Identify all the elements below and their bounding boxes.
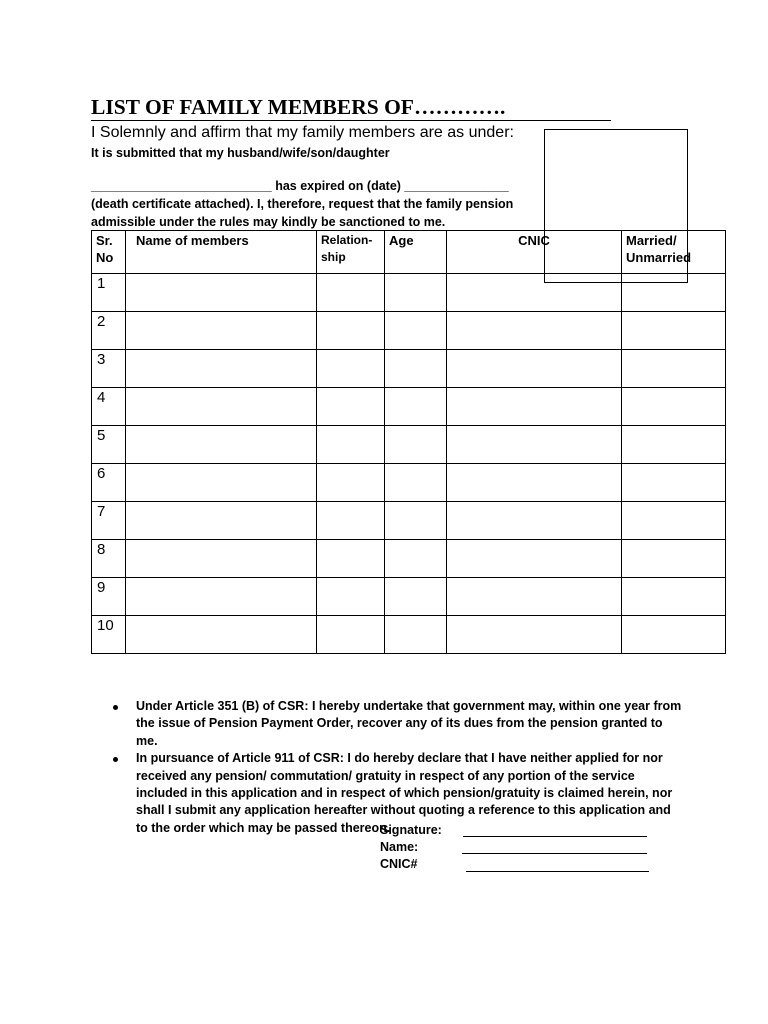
name-cell[interactable] [126,274,317,312]
sr-no-cell: 10 [92,616,126,654]
photo-box [544,129,688,283]
marital-status-cell[interactable] [622,426,726,464]
cnic-cell[interactable] [447,464,622,502]
column-header-marital-status: Married/ Unmarried [622,231,726,274]
sr-no-cell: 6 [92,464,126,502]
table-row [92,578,726,616]
cnic-cell[interactable] [447,540,622,578]
marital-status-cell[interactable] [622,540,726,578]
name-cell[interactable] [126,540,317,578]
sr-no-cell: 2 [92,312,126,350]
name-cell[interactable] [126,312,317,350]
death-certificate-text: (death certificate attached). I, therefore, request that the family pension [91,197,514,211]
cnic-field[interactable] [466,871,649,872]
bullet-icon [113,705,118,710]
relationship-cell[interactable] [317,388,385,426]
age-cell[interactable] [385,388,447,426]
name-cell[interactable] [126,388,317,426]
marital-status-cell[interactable] [622,502,726,540]
marital-status-cell[interactable] [622,578,726,616]
sr-no-cell: 3 [92,350,126,388]
column-header-sr-no: Sr. No [92,231,126,274]
cnic-cell[interactable] [447,426,622,464]
cnic-label: CNIC# [380,857,418,871]
age-cell[interactable] [385,502,447,540]
sr-no-cell: 7 [92,502,126,540]
relationship-cell[interactable] [317,350,385,388]
table-row [92,426,726,464]
table-row [92,616,726,654]
sr-no-cell: 4 [92,388,126,426]
affirmation-text: I Solemnly and affirm that my family members are as under: [91,124,514,141]
relationship-cell[interactable] [317,616,385,654]
declarations-list [105,698,685,837]
age-cell[interactable] [385,350,447,388]
table-row [92,540,726,578]
expired-text: __________________________ has expired on (date) _______________ [91,179,509,193]
name-cell[interactable] [126,502,317,540]
column-header-relationship: Relation-ship [317,231,385,274]
age-cell[interactable] [385,464,447,502]
age-cell[interactable] [385,578,447,616]
table-row [92,464,726,502]
declaration-text: In pursuance of Article 911 of CSR: I do hereby declare that I have neither applied for nor received any pension/ commutation/ gratuity in respect of any portion of the service included in this application and in respect of which pension/gratuity is claimed herein, nor shall I submit any application hereafter without quoting a reference to this application and to the order which may be passed thereon. [136,751,673,835]
column-header-age: Age [385,231,447,274]
name-cell[interactable] [126,464,317,502]
table-row [92,502,726,540]
table-row [92,350,726,388]
family-members-table [91,230,726,654]
marital-status-cell[interactable] [622,616,726,654]
relationship-cell[interactable] [317,540,385,578]
table-row [92,312,726,350]
name-cell[interactable] [126,426,317,464]
age-cell[interactable] [385,312,447,350]
name-cell[interactable] [126,350,317,388]
column-header-name: Name of members [126,231,317,274]
signature-label: Signature: [380,823,442,837]
signature-field[interactable] [463,836,647,837]
relationship-cell[interactable] [317,312,385,350]
sr-no-cell: 5 [92,426,126,464]
name-cell[interactable] [126,616,317,654]
name-label: Name: [380,840,419,854]
table-row [92,388,726,426]
cnic-cell[interactable] [447,578,622,616]
cnic-cell[interactable] [447,350,622,388]
submitted-text: It is submitted that my husband/wife/son/daughter [91,146,390,160]
relationship-cell[interactable] [317,426,385,464]
marital-status-cell[interactable] [622,350,726,388]
relationship-cell[interactable] [317,502,385,540]
marital-status-cell[interactable] [622,312,726,350]
relationship-cell[interactable] [317,464,385,502]
relationship-cell[interactable] [317,578,385,616]
cnic-cell[interactable] [447,388,622,426]
age-cell[interactable] [385,274,447,312]
name-field[interactable] [462,853,647,854]
sr-no-cell: 9 [92,578,126,616]
admissible-text: admissible under the rules may kindly be sanctioned to me. [91,215,446,229]
name-cell[interactable] [126,578,317,616]
relationship-cell[interactable] [317,274,385,312]
marital-status-cell[interactable] [622,388,726,426]
bullet-icon [113,757,118,762]
cnic-cell[interactable] [447,312,622,350]
column-header-cnic: CNIC [447,231,622,274]
sr-no-cell: 1 [92,274,126,312]
cnic-cell[interactable] [447,616,622,654]
age-cell[interactable] [385,616,447,654]
marital-status-cell[interactable] [622,464,726,502]
page-title: LIST OF FAMILY MEMBERS OF…………. [91,94,611,121]
declaration-text: Under Article 351 (B) of CSR: I hereby undertake that government may, within one year from the issue of Pension Payment Order, recover any of its dues from the pension granted to me. [136,699,682,748]
cnic-cell[interactable] [447,502,622,540]
sr-no-cell: 8 [92,540,126,578]
age-cell[interactable] [385,540,447,578]
declaration-item [105,698,685,750]
age-cell[interactable] [385,426,447,464]
